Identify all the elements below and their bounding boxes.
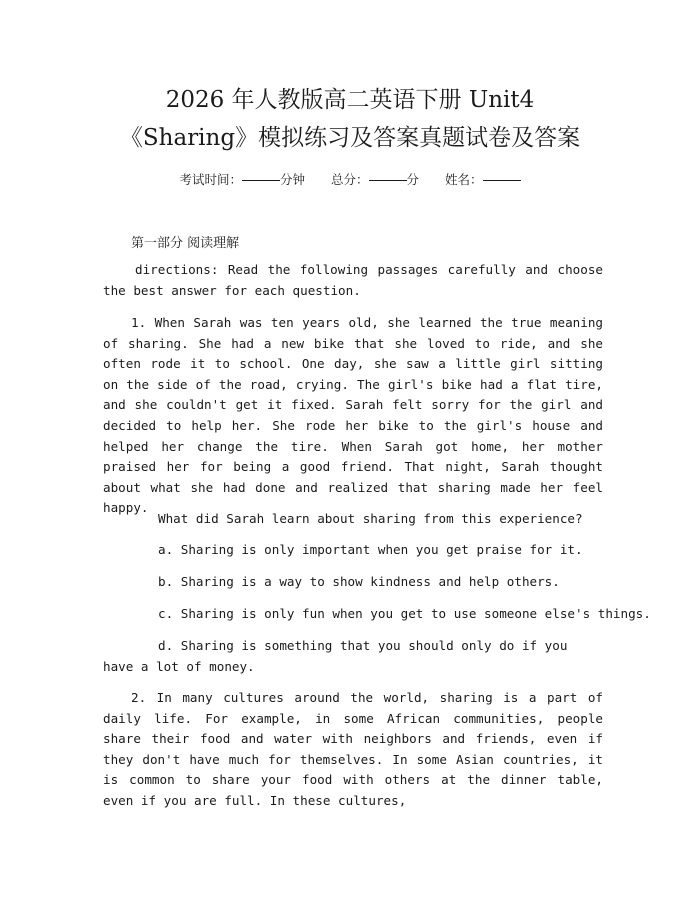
- directions-paragraph: directions: Read the following passages carefully and choose the best answer for each question.: [103, 262, 603, 298]
- document-title-line-1: 2026 年人教版高二英语下册 Unit4: [165, 87, 535, 113]
- option-a: a. Sharing is only important when you get praise for it.: [158, 542, 583, 557]
- option-c: c. Sharing is only fun when you get to use someone else's things.: [158, 606, 651, 621]
- section-heading: 第一部分 阅读理解: [131, 236, 240, 251]
- score-unit: 分: [406, 172, 420, 187]
- time-blank: [242, 180, 280, 181]
- time-unit: 分钟: [279, 172, 305, 187]
- passage-1-question: What did Sarah learn about sharing from this experience?: [158, 511, 583, 526]
- option-b: b. Sharing is a way to show kindness and help others.: [158, 574, 560, 589]
- time-label: 考试时间：: [179, 172, 242, 187]
- score-label: 总分：: [330, 172, 369, 187]
- option-d: d. Sharing is something that you should only do if you have a lot of money.: [103, 638, 568, 674]
- document-title-line-2: 《Sharing》模拟练习及答案真题试卷及答案: [119, 125, 581, 151]
- passage-2-text: 2. In many cultures around the world, sharing is a part of daily life. For example, in some African communities, people share their food and water with neighbors and friends, even if they don't have much for themselves. In some Asian countries, it is common to share your food with others at the dinner table, even if you are full. In these cultures,: [103, 690, 603, 808]
- name-blank: [483, 180, 521, 181]
- passage-1-text: 1. When Sarah was ten years old, she learned the true meaning of sharing. She had a new bike that she loved to ride, and she often rode it to school. One day, she saw a little girl sitting on the side of the road, crying. The girl's bike had a flat tire, and she couldn't get it fixed. Sarah felt sorry for the girl and decided to help her. She rode her bike to the girl's house and helped her change the tire. When Sarah got home, her mother praised her for being a good friend. That night, Sarah thought about what she had done and realized that sharing made her feel happy.: [103, 315, 603, 516]
- name-label: 姓名：: [445, 172, 483, 187]
- score-blank: [369, 180, 407, 181]
- exam-info-line: [0, 170, 700, 188]
